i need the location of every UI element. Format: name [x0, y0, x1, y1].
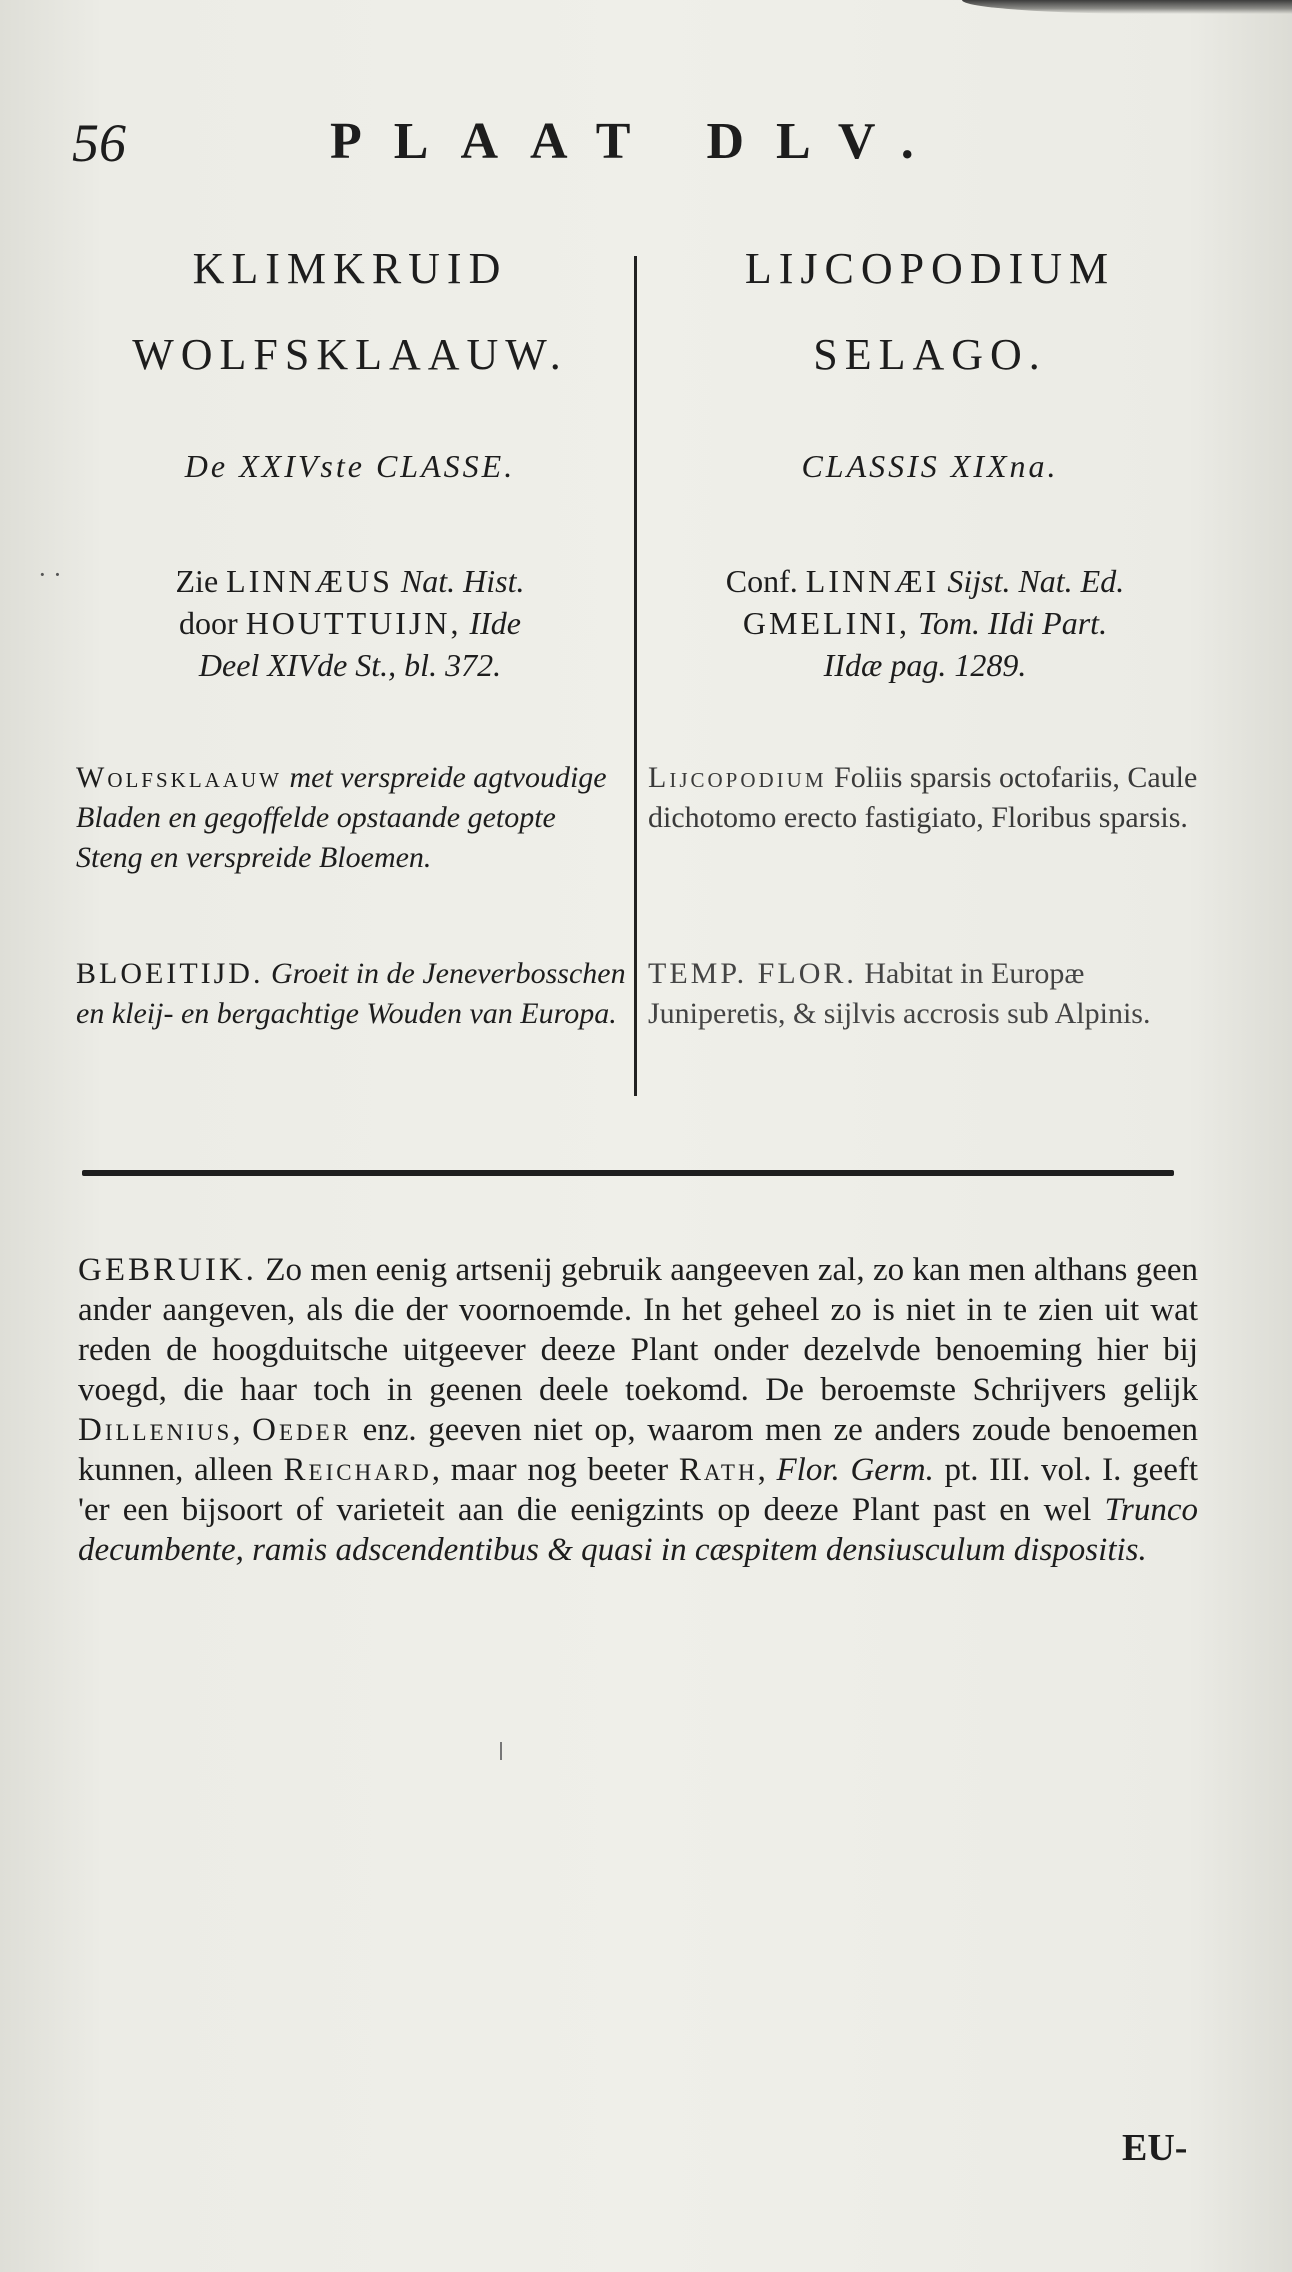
left-ref-nat-hist: Nat. Hist.	[400, 563, 525, 599]
right-reference	[640, 560, 1210, 686]
usage-label: GEBRUIK.	[78, 1252, 257, 1288]
author-dillenius: Dillenius	[78, 1412, 233, 1448]
left-title	[70, 226, 630, 398]
usage-text-3: enz. geeven niet op, waarom men ze anders zoude benoemen kunnen, alleen	[78, 1412, 1199, 1488]
usage-text-6: pt. III. vol. I. geeft 'er een bijsoort of varieteit aan die eenigzints op deeze Plant past en wel	[78, 1452, 1199, 1528]
left-ref-iide: IIde	[469, 605, 521, 641]
left-ref-houttuijn: HOUTTUIJN,	[245, 605, 462, 641]
page-edge-shadow	[962, 0, 1292, 14]
left-flowering	[76, 954, 626, 1034]
left-title-line2: WOLFSKLAAUW.	[132, 330, 568, 379]
usage-text-4: , maar nog beeter	[431, 1452, 669, 1488]
right-ref-sijst: Sijst. Nat. Ed.	[947, 563, 1125, 599]
author-oeder: Oeder	[252, 1412, 352, 1448]
left-description	[76, 758, 626, 878]
right-desc-lead: Lijcopodium	[648, 761, 827, 794]
stray-mark	[500, 1742, 502, 1760]
right-ref-pag: IIdæ pag. 1289.	[823, 647, 1027, 683]
left-ref-door: door	[179, 605, 238, 641]
usage-text-2: ,	[232, 1412, 241, 1448]
left-title-line1: KLIMKRUID	[192, 244, 508, 293]
left-ref-zie: Zie	[175, 563, 219, 599]
usage-text-5: ,	[757, 1452, 766, 1488]
right-title-line1: LIJCOPODIUM	[744, 244, 1116, 293]
author-rath: Rath	[678, 1452, 758, 1488]
left-reference	[80, 560, 620, 686]
left-ref-deel: Deel XIVde St., bl. 372.	[198, 647, 502, 683]
right-ref-gmelini: GMELINI,	[742, 605, 910, 641]
usage-paragraph	[78, 1250, 1198, 1570]
right-ref-conf: Conf.	[725, 563, 798, 599]
author-reichard: Reichard	[283, 1452, 432, 1488]
left-desc-lead: Wolfsklaauw	[76, 761, 282, 794]
horizontal-rule	[82, 1170, 1174, 1176]
margin-mark: · ·	[38, 560, 62, 589]
column-divider	[634, 256, 637, 1096]
left-desc-text: met verspreide agtvoudige Bladen en gegoffelde opstaande getopte Steng en verspreide Bloemen.	[76, 761, 607, 874]
right-title-line2: SELAGO.	[813, 330, 1047, 379]
right-desc-text: Foliis sparsis octofariis, Caule dichotomo erecto fastigiato, Floribus sparsis.	[648, 761, 1198, 834]
right-title	[650, 226, 1210, 398]
work-flor-germ: Flor. Germ.	[776, 1452, 934, 1488]
page-number: 56	[72, 113, 126, 173]
right-ref-linnaei: LINNÆI	[805, 563, 940, 599]
left-flor-label: BLOEITIJD.	[76, 957, 264, 990]
left-ref-linnaeus: LINNÆUS	[226, 563, 393, 599]
right-ref-tom: Tom. IIdi Part.	[918, 605, 1108, 641]
latin-quote: Trunco decumbente, ramis adscendentibus & quasi in cæspitem densiusculum dispositis.	[78, 1492, 1199, 1568]
right-description	[648, 758, 1208, 838]
catchword: EU-	[1122, 2127, 1188, 2169]
usage-text-1: Zo men eenig artsenij gebruik aangeeven zal, zo kan men althans geen ander aangeven, als die der voornoemde. In het geheel zo is niet in te zien uit wat reden de hoogduitsche uitgeever deeze Plant onder dezelvde benoeming hier bij voegd, die haar toch in geenen deele toekomd. De beroemste Schrijvers gelijk	[78, 1252, 1198, 1408]
left-class-line: De XXIVste CLASSE.	[184, 448, 516, 484]
left-flor-text: Groeit in de Jeneverbosschen en kleij- en bergachtige Wouden van Europa.	[76, 957, 626, 1030]
running-head: PLAAT DLV.	[330, 113, 946, 170]
right-flor-label: TEMP. FLOR.	[648, 957, 857, 990]
right-class-line: CLASSIS XIXna.	[801, 448, 1059, 484]
right-flowering	[648, 954, 1208, 1034]
right-flor-text: Habitat in Europæ Juniperetis, & sijlvis accrosis sub Alpinis.	[648, 957, 1151, 1030]
